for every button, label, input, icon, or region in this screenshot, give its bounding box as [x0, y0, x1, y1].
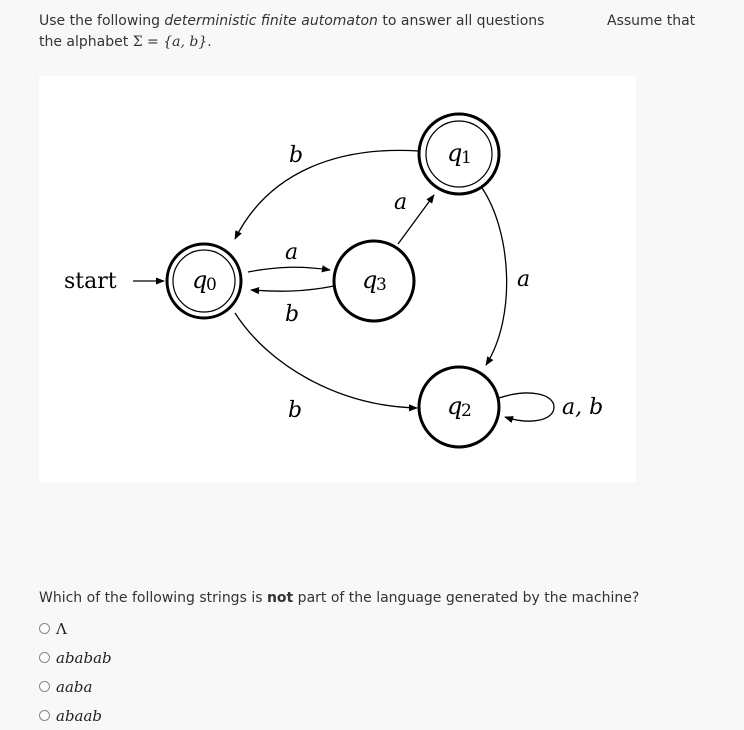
radio-button[interactable]: [39, 623, 50, 634]
edge-q2-self-loop: [499, 393, 554, 421]
option-label: ababab: [56, 648, 112, 667]
option-label: Λ: [56, 619, 67, 638]
intro-text-italic: deterministic finite automaton: [164, 13, 378, 29]
state-q1-label: q: [447, 139, 463, 167]
label-q3-q0: b: [285, 302, 300, 327]
question-text: [39, 588, 639, 608]
intro-line-2: [39, 32, 739, 53]
state-q0: [167, 244, 241, 318]
answer-options: [39, 614, 112, 730]
alphabet-symbol: Σ: [132, 34, 143, 50]
edge-q0-q3: [248, 267, 330, 272]
intro-text-rest: to answer all questions: [377, 13, 545, 29]
radio-button[interactable]: [39, 710, 50, 721]
state-q3-subscript: 3: [376, 275, 387, 295]
edge-q0-q2: [235, 313, 417, 408]
question-emphasis: not: [266, 590, 294, 606]
automaton-diagram: [39, 76, 636, 482]
alphabet-prefix: the alphabet: [39, 34, 133, 50]
state-q1: [419, 114, 499, 194]
alphabet-equals: =: [142, 34, 164, 50]
alphabet-set: {a, b}: [163, 34, 208, 50]
state-q2-label: q: [447, 392, 463, 420]
edge-q1-q2: [482, 188, 507, 365]
answer-option[interactable]: [39, 643, 112, 672]
intro-text: [39, 11, 739, 53]
answer-option[interactable]: [39, 614, 112, 643]
state-q2: [419, 367, 499, 447]
label-q1-q0: b: [289, 143, 304, 168]
start-label: start: [64, 269, 117, 294]
label-q0-q3: a: [285, 240, 299, 265]
label-q2-self-loop: a, b: [562, 395, 604, 420]
state-q0-label: q: [192, 266, 208, 294]
assume-text: Assume that: [607, 13, 696, 29]
edge-q3-q0: [251, 286, 334, 291]
question-after: part of the language generated by the machine?: [293, 590, 640, 606]
intro-line-1: [39, 11, 739, 32]
state-q1-subscript: 1: [461, 148, 472, 168]
state-q2-subscript: 2: [461, 401, 472, 421]
state-q0-subscript: 0: [206, 275, 217, 295]
label-q3-q1: a: [394, 190, 408, 215]
alphabet-period: .: [207, 34, 212, 50]
answer-option[interactable]: [39, 672, 112, 701]
label-q0-q2: b: [288, 398, 303, 423]
radio-button[interactable]: [39, 652, 50, 663]
state-q3-label: q: [362, 266, 378, 294]
answer-option[interactable]: [39, 701, 112, 730]
label-q1-q2: a: [517, 267, 531, 292]
option-label: aaba: [56, 677, 93, 696]
question-before: Which of the following strings is: [39, 590, 267, 606]
radio-button[interactable]: [39, 681, 50, 692]
edge-q1-q0: [235, 150, 419, 239]
option-label: abaab: [56, 706, 103, 725]
intro-text-plain: Use the following: [39, 13, 165, 29]
state-q3: [334, 241, 414, 321]
automaton-svg: [39, 76, 636, 482]
